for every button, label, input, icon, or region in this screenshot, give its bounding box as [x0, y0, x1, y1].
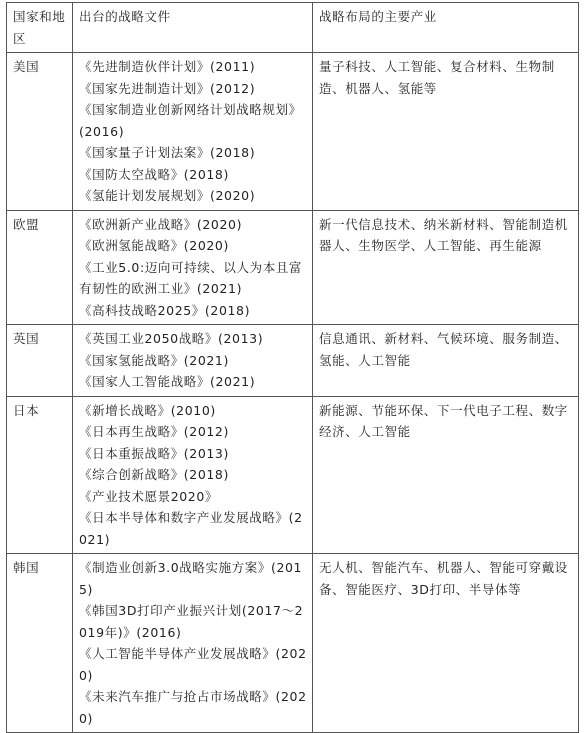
document-item: 《先进制造伙伴计划》(2011) — [79, 59, 256, 74]
documents-cell — [73, 554, 313, 733]
region-cell: 日本 — [7, 396, 73, 554]
document-item: 《未来汽车推广与抢占市场战略》(2020) — [79, 689, 307, 726]
header-region: 国家和地区 — [7, 3, 73, 53]
document-item: 《国家制造业创新网络计划战略规划》(2016) — [79, 102, 302, 139]
industries-cell: 无人机、智能汽车、机器人、智能可穿戴设备、智能医疗、3D打印、半导体等 — [313, 554, 579, 733]
document-item: 《工业5.0:迈向可持续、以人为本且富有韧性的欧洲工业》(2021) — [79, 259, 302, 296]
document-item: 《欧洲新产业战略》(2020) — [79, 216, 243, 232]
document-item: 《日本半导体和数字产业发展战略》(2021) — [79, 510, 303, 547]
document-item: 《国家人工智能战略》(2021) — [79, 374, 256, 389]
document-item: 《欧洲氢能战略》(2020) — [79, 238, 229, 253]
document-item: 《新增长战略》(2010) — [79, 402, 216, 418]
industries-cell: 新能源、节能环保、下一代电子工程、数字经济、人工智能 — [313, 396, 579, 554]
document-item: 《国家量子计划法案》(2018) — [79, 145, 256, 160]
industries-cell: 信息通讯、新材料、气候环境、服务制造、氢能、人工智能 — [313, 325, 579, 397]
document-item: 《人工智能半导体产业发展战略》(2020) — [79, 646, 307, 683]
region-cell: 韩国 — [7, 554, 73, 733]
table-row — [7, 53, 579, 211]
table-row — [7, 325, 579, 397]
document-item: 《英国工业2050战略》(2013) — [79, 331, 264, 346]
document-item: 《国防太空战略》(2018) — [79, 166, 229, 182]
document-item: 《产业技术愿景2020》 — [79, 488, 219, 504]
documents-cell — [73, 53, 313, 211]
documents-cell — [73, 396, 313, 554]
document-item: 《氢能计划发展规划》(2020) — [79, 188, 256, 203]
header-documents: 出台的战略文件 — [73, 3, 313, 53]
documents-cell — [73, 210, 313, 325]
document-item: 《国家氢能战略》(2021) — [79, 352, 229, 368]
document-item: 《韩国3D打印产业振兴计划(2017～2019年)》(2016) — [79, 603, 304, 640]
region-cell: 欧盟 — [7, 210, 73, 325]
table-row — [7, 210, 579, 325]
document-item: 《高科技战略2025》(2018) — [79, 302, 251, 318]
table-row — [7, 554, 579, 733]
document-item: 《制造业创新3.0战略实施方案》(2015) — [79, 560, 303, 597]
region-cell: 美国 — [7, 53, 73, 211]
region-cell: 英国 — [7, 325, 73, 397]
document-item: 《日本再生战略》(2012) — [79, 424, 229, 439]
documents-cell — [73, 325, 313, 397]
document-item: 《综合创新战略》(2018) — [79, 467, 229, 482]
document-item: 《日本重振战略》(2013) — [79, 445, 229, 461]
industries-cell: 量子科技、人工智能、复合材料、生物制造、机器人、氢能等 — [313, 53, 579, 211]
strategy-table — [6, 2, 579, 733]
document-item: 《国家先进制造计划》(2012) — [79, 80, 256, 96]
table-header-row — [7, 3, 579, 53]
header-industries: 战略布局的主要产业 — [313, 3, 579, 53]
table-row — [7, 396, 579, 554]
industries-cell: 新一代信息技术、纳米新材料、智能制造机器人、生物医学、人工智能、再生能源 — [313, 210, 579, 325]
